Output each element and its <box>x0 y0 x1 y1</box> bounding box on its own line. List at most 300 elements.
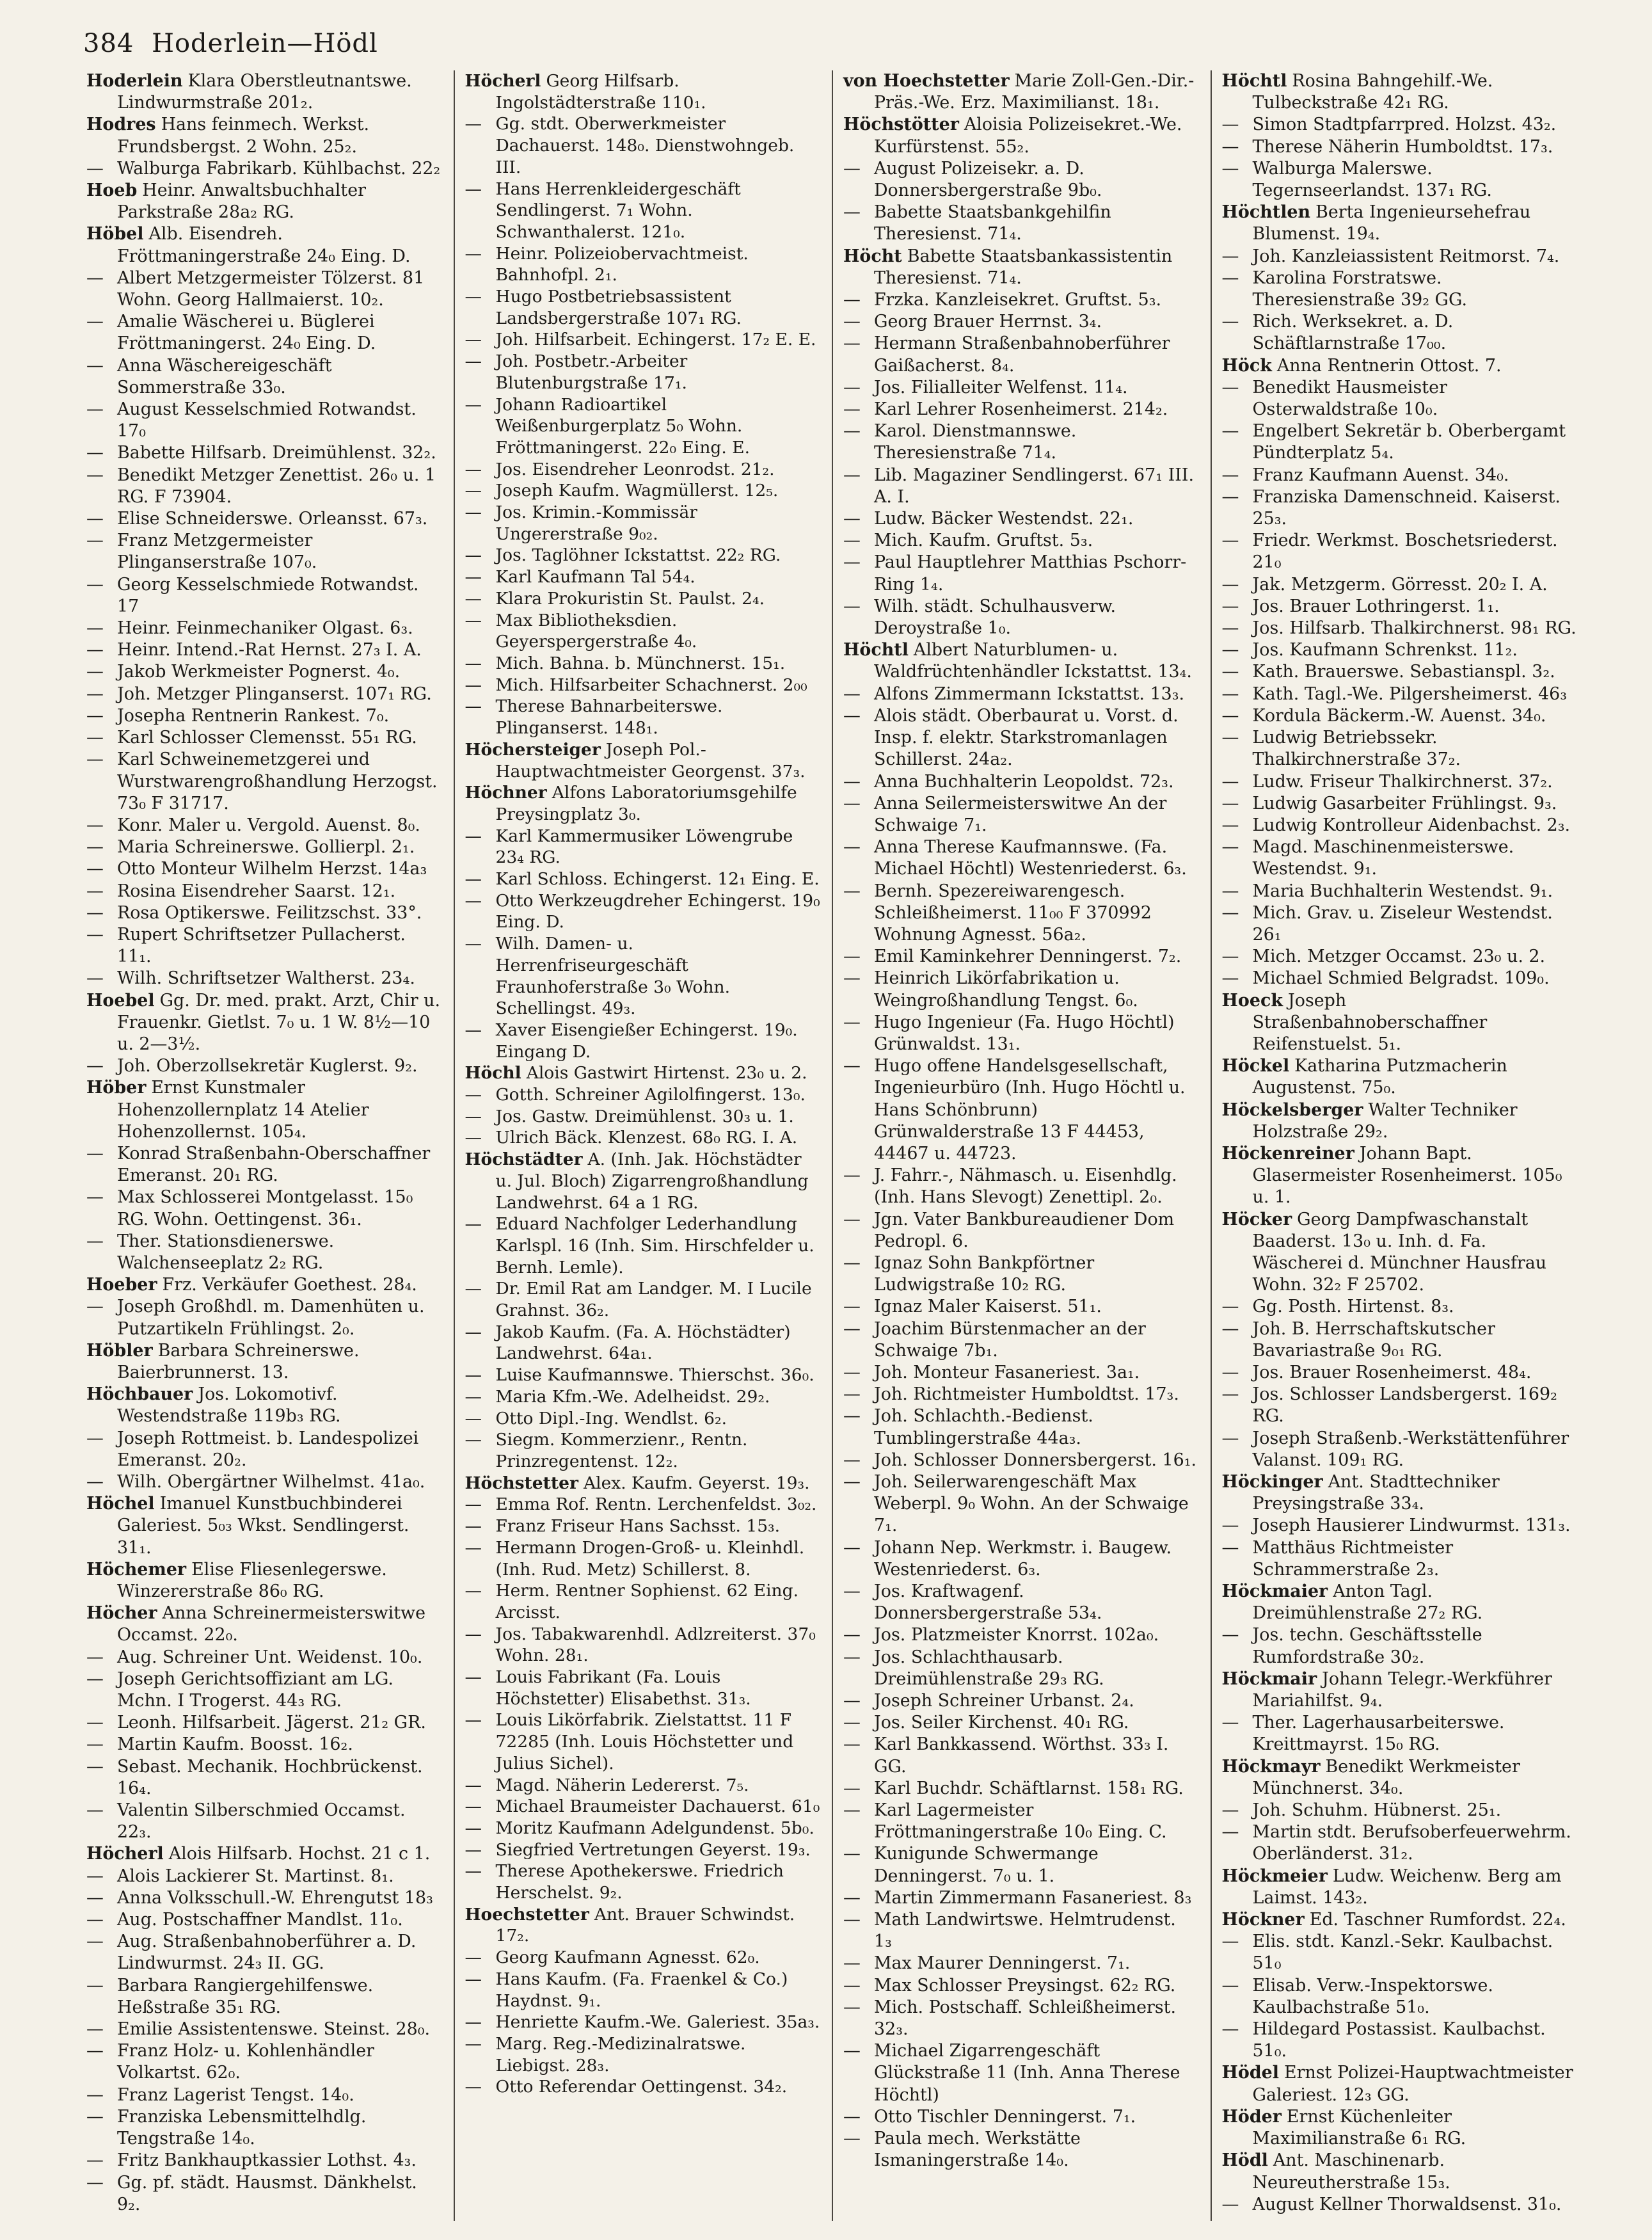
column-3 <box>832 70 1199 2221</box>
entry-text: Hildegard Postassist. Kaulbachst. 51₀. <box>1252 2019 1546 2061</box>
entry-dash: — <box>86 618 104 639</box>
entry-text: Dr. Emil Rat am Landger. M. I Lucile Grahnst. 36₂. <box>495 1279 812 1321</box>
entry-text: Karl Lehrer Rosenheimerst. 214₂. <box>874 399 1168 420</box>
directory-entry <box>465 1364 821 1386</box>
directory-entry <box>843 1537 1199 1581</box>
entry-text: Simon Stadtpfarrpred. Holzst. 43₂. <box>1252 115 1557 135</box>
entry-text: Maria Kfm.-We. Adelheidst. 29₂. <box>495 1386 770 1407</box>
entry-dash: — <box>465 1430 482 1450</box>
directory-entry <box>86 661 442 683</box>
entry-dash: — <box>86 859 104 879</box>
entry-text: Elisab. Verw.-Inspektorswe. Kaulbachstraße 51₀. <box>1252 1975 1493 2017</box>
entry-text: Joh. Postbetr.-Arbeiter Blutenburgstraße 17₁. <box>495 351 688 393</box>
entry-text: Imanuel Kunstbuchbinderei Galeriest. 5₀₃ Wkst. Sendlingerst. 31₁. <box>117 1494 409 1558</box>
entry-dash: — <box>86 2084 104 2105</box>
entry-dash: — <box>86 509 104 529</box>
directory-entry <box>843 465 1199 508</box>
directory-entry <box>86 1931 442 1974</box>
entry-dash: — <box>86 1647 104 1667</box>
entry-dash: — <box>86 924 104 945</box>
directory-entry <box>465 868 821 890</box>
entry-text: Joachim Bürstenmacher an der Schwaige 7b₁. <box>874 1318 1146 1361</box>
directory-entry <box>86 2019 442 2040</box>
entry-dash: — <box>86 1297 104 1317</box>
column-2 <box>454 70 821 2221</box>
entry-dash: — <box>86 1056 104 1076</box>
entry-text: Matthäus Richtmeister Schrammerstraße 2₃. <box>1252 1537 1454 1580</box>
entry-text: Alex. Kaufm. Geyerst. 19₃. <box>583 1473 810 1493</box>
entry-text: Mich. Kaufm. Gruftst. 5₃. <box>874 531 1093 551</box>
entry-dash: — <box>465 243 482 264</box>
entry-text: Joseph Hausierer Lindwurmst. 131₃. <box>1252 1516 1571 1536</box>
directory-entry <box>1222 246 1578 268</box>
entry-text: Kath. Brauerswe. Sebastianspl. 3₂. <box>1252 662 1555 682</box>
entry-text: Otto Werkzeugdreher Echingerst. 19₀ Eing. D. <box>495 890 820 932</box>
entry-text: August Polizeisekr. a. D. Donnersbergerstraße 9b₀. <box>874 158 1102 201</box>
directory-entry <box>1222 684 1578 705</box>
directory-entry <box>465 351 821 394</box>
entry-text: Siegm. Kommerzienr., Rentn. Prinzregentenst. 12₂. <box>495 1430 748 1471</box>
directory-entry <box>843 639 1199 683</box>
entry-dash: — <box>86 268 104 288</box>
directory-entry <box>465 286 821 329</box>
entry-text: Johann Telegr.-Werkführer Mariahilfst. 9₄. <box>1252 1668 1552 1711</box>
entry-dash: — <box>1221 728 1239 748</box>
directory-entry <box>843 333 1199 376</box>
directory-entry <box>86 1187 442 1230</box>
directory-entry <box>465 1947 821 1969</box>
entry-text: Babette Staatsbankgehilfin Theresienst. 71₄. <box>874 202 1111 244</box>
entry-dash: — <box>86 1975 104 1996</box>
entry-dash: — <box>465 1624 482 1644</box>
entry-dash: — <box>465 653 482 673</box>
entry-dash: — <box>465 351 482 372</box>
entry-text: Michael Braumeister Dachauerst. 61₀ <box>495 1796 820 1817</box>
entry-text: Alfons Laboratoriumsgehilfe Preysingplatz 3₀. <box>495 783 797 824</box>
entry-text: Jakob Werkmeister Pognerst. 4₀. <box>117 662 401 682</box>
entry-text: Benedikt Werkmeister Münchnerst. 34₀. <box>1252 1756 1520 1798</box>
entry-text: Karl Schlosser Clemensst. 55₁ RG. <box>117 728 417 748</box>
directory-entry <box>843 1581 1199 1624</box>
entry-text: Barbara Schreinerswe. Baierbrunnerst. 13. <box>117 1340 360 1382</box>
entry-surname: Höchemer <box>86 1559 187 1580</box>
entry-dash: — <box>86 465 104 485</box>
entry-dash: — <box>465 1365 482 1386</box>
entry-dash: — <box>843 1910 861 1930</box>
entry-text: Jos. Seiler Kirchenst. 40₁ RG. <box>874 1713 1129 1733</box>
directory-entry <box>1222 1712 1578 1756</box>
entry-text: Alois Hilfsarb. Hochst. 21 c 1. <box>168 1844 431 1864</box>
entry-text: Louis Likörfabrik. Zielstattst. 11 F 72285 (Inh. Louis Höchstetter und Julius Sichel). <box>495 1710 794 1773</box>
entry-text: Math Landwirtswe. Helmtrudenst. 1₃ <box>874 1910 1176 1952</box>
entry-surname: Höchersteiger <box>465 739 601 760</box>
directory-entry <box>465 566 821 588</box>
entry-dash: — <box>843 1713 861 1733</box>
directory-entry <box>1222 1362 1578 1384</box>
entry-text: Klara Prokuristin St. Paulst. 2₄. <box>495 588 765 609</box>
directory-entry <box>843 1975 1199 1997</box>
directory-entry <box>843 1450 1199 1471</box>
entry-dash: — <box>465 826 482 846</box>
entry-text: Jos. Kaufmann Schrenkst. 11₂. <box>1252 640 1518 660</box>
entry-text: Joh. B. Herrschaftskutscher Bavariastraße 9₀₁ RG. <box>1252 1318 1495 1361</box>
entry-surname: Höchtl <box>843 640 909 660</box>
entry-dash: — <box>465 1279 482 1299</box>
directory-entry <box>1222 1428 1578 1471</box>
entry-dash: — <box>1221 465 1239 485</box>
entry-text: Emma Rof. Rentn. Lerchenfeldst. 3₀₂. <box>495 1494 817 1515</box>
entry-text: Rupert Schriftsetzer Pullacherst. 11₁. <box>117 924 406 967</box>
entry-text: Jos. Brauer Rosenheimerst. 48₄. <box>1252 1362 1532 1382</box>
entry-text: Hugo offene Handelsgesellschaft, Ingenieurbüro (Inh. Hugo Höchtl u. Hans Schönbrunn) Grünwalderstraße 13 F 44453, 44467 u. 44723. <box>874 1056 1186 1164</box>
entry-text: Anna Buchhalterin Leopoldst. 72₃. <box>874 771 1174 792</box>
entry-text: Rosina Bahngehilf.-We. Tulbeckstraße 42₁ RG. <box>1252 71 1493 113</box>
entry-text: Ludwig Kontrolleur Aidenbachst. 2₃. <box>1252 815 1571 835</box>
directory-entry <box>843 881 1199 947</box>
directory-entry <box>1222 1515 1578 1537</box>
entry-dash: — <box>843 552 861 573</box>
entry-surname: Höckmayr <box>1221 1756 1321 1777</box>
entry-dash: — <box>1221 531 1239 551</box>
entry-dash: — <box>843 1297 861 1317</box>
entry-text: Joh. Schlachth.-Bedienst. Tumblingerstraße 44a₃. <box>874 1406 1093 1448</box>
entry-text: Franziska Lebensmittelhdlg. Tengstraße 14₀. <box>117 2106 367 2149</box>
directory-entry <box>86 858 442 880</box>
entry-dash: — <box>1221 1822 1239 1843</box>
directory-entry <box>1222 2019 1578 2062</box>
entry-dash: — <box>86 968 104 989</box>
entry-dash: — <box>1221 421 1239 442</box>
directory-entry <box>843 508 1199 530</box>
directory-entry <box>843 793 1199 836</box>
directory-entry <box>843 2106 1199 2128</box>
entry-text: Barbara Rangiergehilfenswe. Heßstraße 35₁ RG. <box>117 1975 374 2017</box>
entry-dash: — <box>465 1818 482 1838</box>
entry-text: Maria Buchhalterin Westendst. 9₁. <box>1252 881 1553 901</box>
directory-entry <box>465 1904 821 1947</box>
entry-dash: — <box>465 696 482 717</box>
entry-text: Martin Zimmermann Fasaneriest. 8₃ <box>874 1887 1192 1908</box>
directory-entry <box>465 933 821 1020</box>
entry-text: Karl Schweinemetzgerei und Wurstwarengroßhandlung Herzogst. 73₀ F 31717. <box>117 749 438 813</box>
directory-entry <box>465 1818 821 1839</box>
directory-entry <box>86 399 442 442</box>
entry-text: Franz Kaufmann Auenst. 34₀. <box>1252 465 1509 485</box>
directory-entry <box>86 902 442 924</box>
entry-dash: — <box>1221 268 1239 288</box>
entry-dash: — <box>86 662 104 682</box>
directory-entry <box>465 1537 821 1580</box>
entry-surname: Höchel <box>86 1494 155 1514</box>
directory-entry <box>86 924 442 968</box>
directory-entry <box>465 1127 821 1149</box>
directory-entry <box>86 1559 442 1603</box>
entry-dash: — <box>86 837 104 858</box>
entry-surname: Höckelsberger <box>1221 1100 1363 1120</box>
directory-entry <box>465 1860 821 1903</box>
entry-text: Walburga Malerswe. Tegernseerlandst. 137₁ RG. <box>1252 158 1492 201</box>
entry-dash: — <box>843 793 861 813</box>
entry-dash: — <box>843 465 861 485</box>
page-header <box>83 24 1587 63</box>
entry-text: Henriette Kaufm.-We. Galeriest. 35a₃. <box>495 2012 820 2033</box>
directory-entry <box>86 355 442 399</box>
directory-entry <box>1222 1624 1578 1668</box>
entry-text: Karl Kaufmann Tal 54₄. <box>495 567 695 588</box>
entry-text: Joseph Schreiner Urbanst. 2₄. <box>874 1691 1134 1711</box>
entry-text: Johann Nep. Werkmstr. i. Baugew. Westenriederst. 6₃. <box>874 1537 1172 1580</box>
directory-entry <box>86 1296 442 1340</box>
directory-entry <box>465 480 821 502</box>
entry-dash: — <box>843 1384 861 1405</box>
directory-entry <box>86 815 442 836</box>
entry-dash: — <box>843 312 861 332</box>
entry-text: Jos. Taglöhner Ickstattst. 22₂ RG. <box>495 545 781 566</box>
directory-entry <box>86 1340 442 1384</box>
directory-entry <box>465 890 821 933</box>
entry-text: Joh. Oberzollsekretär Kuglerst. 9₂. <box>117 1056 418 1076</box>
directory-entry <box>843 1165 1199 1208</box>
directory-entry <box>465 329 821 351</box>
entry-text: Kordula Bäckerm.-W. Auenst. 34₀. <box>1252 705 1546 726</box>
entry-text: Joh. Hilfsarbeit. Echingerst. 17₂ E. E. <box>495 330 816 350</box>
directory-entry <box>1222 836 1578 880</box>
entry-text: Jos. Krimin.-Kommissär Ungererstraße 9₀₂. <box>495 502 697 544</box>
directory-entry <box>86 114 442 157</box>
entry-dash: — <box>465 1796 482 1817</box>
entry-text: Jos. Brauer Lothringerst. 1₁. <box>1252 596 1500 616</box>
directory-entry <box>1222 158 1578 202</box>
entry-dash: — <box>465 1969 482 1989</box>
directory-entry <box>86 1493 442 1559</box>
directory-entry <box>1222 968 1578 989</box>
entry-dash: — <box>465 1861 482 1882</box>
entry-text: Ignaz Maler Kaiserst. 51₁. <box>874 1297 1102 1317</box>
entry-dash: — <box>1221 815 1239 835</box>
directory-entry <box>1222 465 1578 486</box>
directory-entry <box>843 968 1199 1011</box>
directory-entry <box>86 1866 442 1887</box>
entry-text: Martin stdt. Berufsoberfeuerwehrm. Oberländerst. 31₂. <box>1252 1822 1571 1864</box>
directory-entry <box>86 2040 442 2084</box>
entry-surname: Höckner <box>1221 1910 1305 1930</box>
entry-text: Hans feinmech. Werkst. Frundsbergst. 2 Wohn. 25₂. <box>117 115 370 157</box>
entry-text: Lib. Magaziner Sendlingerst. 67₁ III. A. I. <box>874 465 1195 507</box>
directory-entry <box>465 696 821 739</box>
directory-entry <box>86 508 442 530</box>
entry-text: Gg. pf. städt. Hausmst. Dänkhelst. 9₂. <box>117 2172 417 2214</box>
entry-surname: Hoeck <box>1221 990 1283 1011</box>
directory-entry <box>843 420 1199 464</box>
directory-entry <box>86 836 442 858</box>
entry-text: J. Fahrr.-, Nähmasch. u. Eisenhdlg. (Inh. Hans Slevogt) Zenettipl. 2₀. <box>874 1165 1177 1208</box>
page-title: Hoderlein—Hödl <box>152 29 378 58</box>
entry-text: Ernst Kunstmaler Hohenzollernplatz 14 Atelier Hohenzollernst. 105₄. <box>117 1078 369 1142</box>
entry-dash: — <box>86 1734 104 1755</box>
entry-text: Hugo Postbetriebsassistent Landsbergerstraße 107₁ RG. <box>495 287 742 328</box>
directory-entry <box>86 1274 442 1296</box>
directory-entry <box>465 1494 821 1516</box>
entry-text: Gg. Dr. med. prakt. Arzt, Chir u. Frauenkr. Gietlst. 7₀ u. 1 W. 8½—10 u. 2—3½. <box>117 990 441 1054</box>
entry-text: Mich. Metzger Occamst. 23₀ u. 2. <box>1252 947 1546 967</box>
entry-dash: — <box>465 675 482 695</box>
entry-dash: — <box>465 1106 482 1126</box>
entry-dash: — <box>465 1667 482 1688</box>
directory-entry <box>1222 727 1578 771</box>
entry-text: Karolina Forstratswe. Theresienstraße 39₂ GG. <box>1252 268 1468 310</box>
directory-entry <box>843 70 1199 114</box>
entry-dash: — <box>843 1734 861 1755</box>
directory-entry <box>1222 990 1578 1056</box>
entry-dash: — <box>465 2012 482 2033</box>
entry-dash: — <box>843 947 861 967</box>
entry-text: Johann Bapt. Glasermeister Rosenheimerst. 105₀ u. 1. <box>1252 1143 1562 1208</box>
entry-dash: — <box>1221 837 1239 858</box>
entry-text: Klara Oberstleutnantswe. Lindwurmstraße 201₂. <box>117 71 412 113</box>
entry-text: Aloisia Polizeisekret.-We. Kurfürstenst. 55₂. <box>874 115 1182 157</box>
entry-text: Joseph Straßenb.-Werkstättenführer Valanst. 109₁ RG. <box>1252 1428 1569 1470</box>
directory-entry <box>86 1712 442 1734</box>
entry-surname: Höcher <box>86 1603 157 1624</box>
entry-text: Franz Holz- u. Kohlenhändler Volkartst. 62₀. <box>117 2041 374 2083</box>
entry-text: Therese Näherin Humboldtst. 17₃. <box>1252 136 1553 157</box>
entry-surname: Hoebel <box>86 990 155 1011</box>
entry-text: Joseph Großhdl. m. Damenhüten u. Putzartikeln Frühlingst. 2₀. <box>117 1297 425 1339</box>
directory-entry <box>465 1020 821 1062</box>
entry-text: Maria Schreinerswe. Gollierpl. 2₁. <box>117 837 415 858</box>
directory-entry <box>843 1800 1199 1843</box>
directory-entry <box>465 1624 821 1667</box>
entry-dash: — <box>1221 246 1239 266</box>
entry-surname: Höcht <box>843 246 902 266</box>
entry-surname: Höcker <box>1221 1209 1292 1229</box>
entry-text: Herm. Rentner Sophienst. 62 Eing. Arcisst. <box>495 1581 799 1622</box>
entry-text: Jos. Schlosser Landsbergerst. 169₂ RG. <box>1252 1384 1557 1427</box>
directory-entry <box>1222 1143 1578 1209</box>
entry-dash: — <box>86 574 104 595</box>
entry-text: Elise Schneiderswe. Orleansst. 67₃. <box>117 509 428 529</box>
entry-dash: — <box>86 1668 104 1689</box>
entry-dash: — <box>86 531 104 551</box>
entry-dash: — <box>1221 902 1239 923</box>
entry-text: Joh. Metzger Plinganserst. 107₁ RG. <box>117 684 432 704</box>
entry-surname: Höder <box>1221 2106 1282 2127</box>
directory-entry <box>86 1909 442 1931</box>
entry-dash: — <box>843 531 861 551</box>
entry-text: Gg. Posth. Hirtenst. 8₃. <box>1252 1297 1454 1317</box>
entry-text: Jos. Filialleiter Welfenst. 11₄. <box>874 377 1128 397</box>
directory-entry <box>465 2012 821 2033</box>
directory-entry <box>465 1278 821 1321</box>
directory-entry <box>86 180 442 223</box>
entry-dash: — <box>465 588 482 609</box>
entry-dash: — <box>465 1839 482 1860</box>
directory-entry <box>1222 1384 1578 1427</box>
directory-entry <box>1222 1866 1578 1909</box>
entry-text: Babette Staatsbankassistentin Theresienst. 71₄. <box>874 246 1173 288</box>
entry-text: Ludwig Betriebssekr. Thalkirchnerstraße 37₂. <box>1252 728 1461 770</box>
directory-entry <box>465 1386 821 1408</box>
entry-dash: — <box>465 869 482 890</box>
directory-entry <box>1222 377 1578 420</box>
directory-entry <box>843 289 1199 311</box>
directory-entry <box>843 1647 1199 1690</box>
entry-text: Johann Radioartikel Weißenburgerplatz 5₀ Wohn. Fröttmaningerst. 22₀ Eing. E. <box>495 394 750 458</box>
entry-dash: — <box>843 158 861 179</box>
directory-entry <box>843 158 1199 202</box>
directory-entry <box>86 465 442 508</box>
entry-text: Aug. Postschaffner Mandlst. 11₀. <box>117 1910 403 1930</box>
entry-dash: — <box>1221 793 1239 813</box>
directory-entry <box>86 684 442 705</box>
entry-text: Karol. Dienstmannswe. Theresienstraße 71₄. <box>874 421 1077 463</box>
entry-text: Heinr. Polizeiobervachtmeist. Bahnhofpl. 2₁. <box>495 243 749 285</box>
entry-text: Elis. stdt. Kanzl.-Sekr. Kaulbachst. 51₀ <box>1252 1932 1553 1974</box>
entry-text: August Kellner Thorwaldsenst. 31₀. <box>1252 2194 1562 2214</box>
entry-dash: — <box>465 481 482 501</box>
entry-text: Jos. Schlachthausarb. Dreimühlenstraße 29₃ RG. <box>874 1647 1104 1689</box>
entry-dash: — <box>843 684 861 704</box>
directory-entry <box>1222 1100 1578 1143</box>
entry-dash: — <box>86 1713 104 1733</box>
entry-dash: — <box>1221 1625 1239 1645</box>
entry-text: Joh. Schlosser Donnersbergerst. 16₁. <box>874 1450 1197 1470</box>
directory-entry <box>86 158 442 180</box>
directory-entry <box>843 1055 1199 1165</box>
entry-text: Jos. Gastw. Dreimühlenst. 30₃ u. 1. <box>495 1106 794 1126</box>
entry-text: Moritz Kaufmann Adelgundenst. 5b₀. <box>495 1818 814 1838</box>
directory-entry <box>465 1709 821 1774</box>
entry-text: Ludwig Gasarbeiter Frühlingst. 9₃. <box>1252 793 1557 813</box>
entry-dash: — <box>86 2019 104 2040</box>
directory-entry <box>1222 420 1578 464</box>
entry-dash: — <box>465 890 482 911</box>
directory-entry <box>86 749 442 815</box>
entry-text: Max Schlosser Preysingst. 62₂ RG. <box>874 1975 1176 1996</box>
directory-entry <box>843 1953 1199 1974</box>
directory-entry <box>465 1775 821 1796</box>
entry-dash: — <box>843 2129 861 2149</box>
entry-text: Ernst Polizei-Hauptwachtmeister Galeriest. 12₃ GG. <box>1252 2063 1573 2105</box>
entry-dash: — <box>843 333 861 354</box>
entry-dash: — <box>843 1647 861 1667</box>
directory-entry <box>1222 639 1578 661</box>
directory-entry <box>1222 1581 1578 1624</box>
entry-dash: — <box>1221 662 1239 682</box>
entry-surname: Höcherl <box>86 1844 164 1864</box>
entry-surname: Höckmeier <box>1221 1866 1328 1886</box>
entry-dash: — <box>465 1128 482 1148</box>
entry-text: Otto Dipl.-Ing. Wendlst. 6₂. <box>495 1408 727 1428</box>
directory-entry <box>843 552 1199 595</box>
entry-surname: Hoderlein <box>86 71 183 91</box>
directory-entry <box>465 1429 821 1472</box>
directory-entry <box>1222 2106 1578 2150</box>
entry-dash: — <box>843 202 861 223</box>
directory-entry <box>465 1084 821 1106</box>
entry-text: Otto Monteur Wilhelm Herzst. 14a₃ <box>117 859 427 879</box>
entry-text: Wilh. städt. Schulhausverw. Deroystraße 1₀. <box>874 596 1116 639</box>
entry-dash: — <box>465 1408 482 1428</box>
directory-entry <box>86 1603 442 1646</box>
entry-dash: — <box>843 1209 861 1229</box>
entry-surname: Höchtlen <box>1221 202 1311 223</box>
entry-text: Hans Herrenkleidergeschäft Sendlingerst. 7₁ Wohn. Schwanthalerst. 121₀. <box>495 179 741 242</box>
entry-surname: Hödel <box>1221 2063 1279 2083</box>
entry-dash: — <box>1221 1800 1239 1821</box>
entry-dash: — <box>465 545 482 566</box>
entry-dash: — <box>465 1386 482 1407</box>
